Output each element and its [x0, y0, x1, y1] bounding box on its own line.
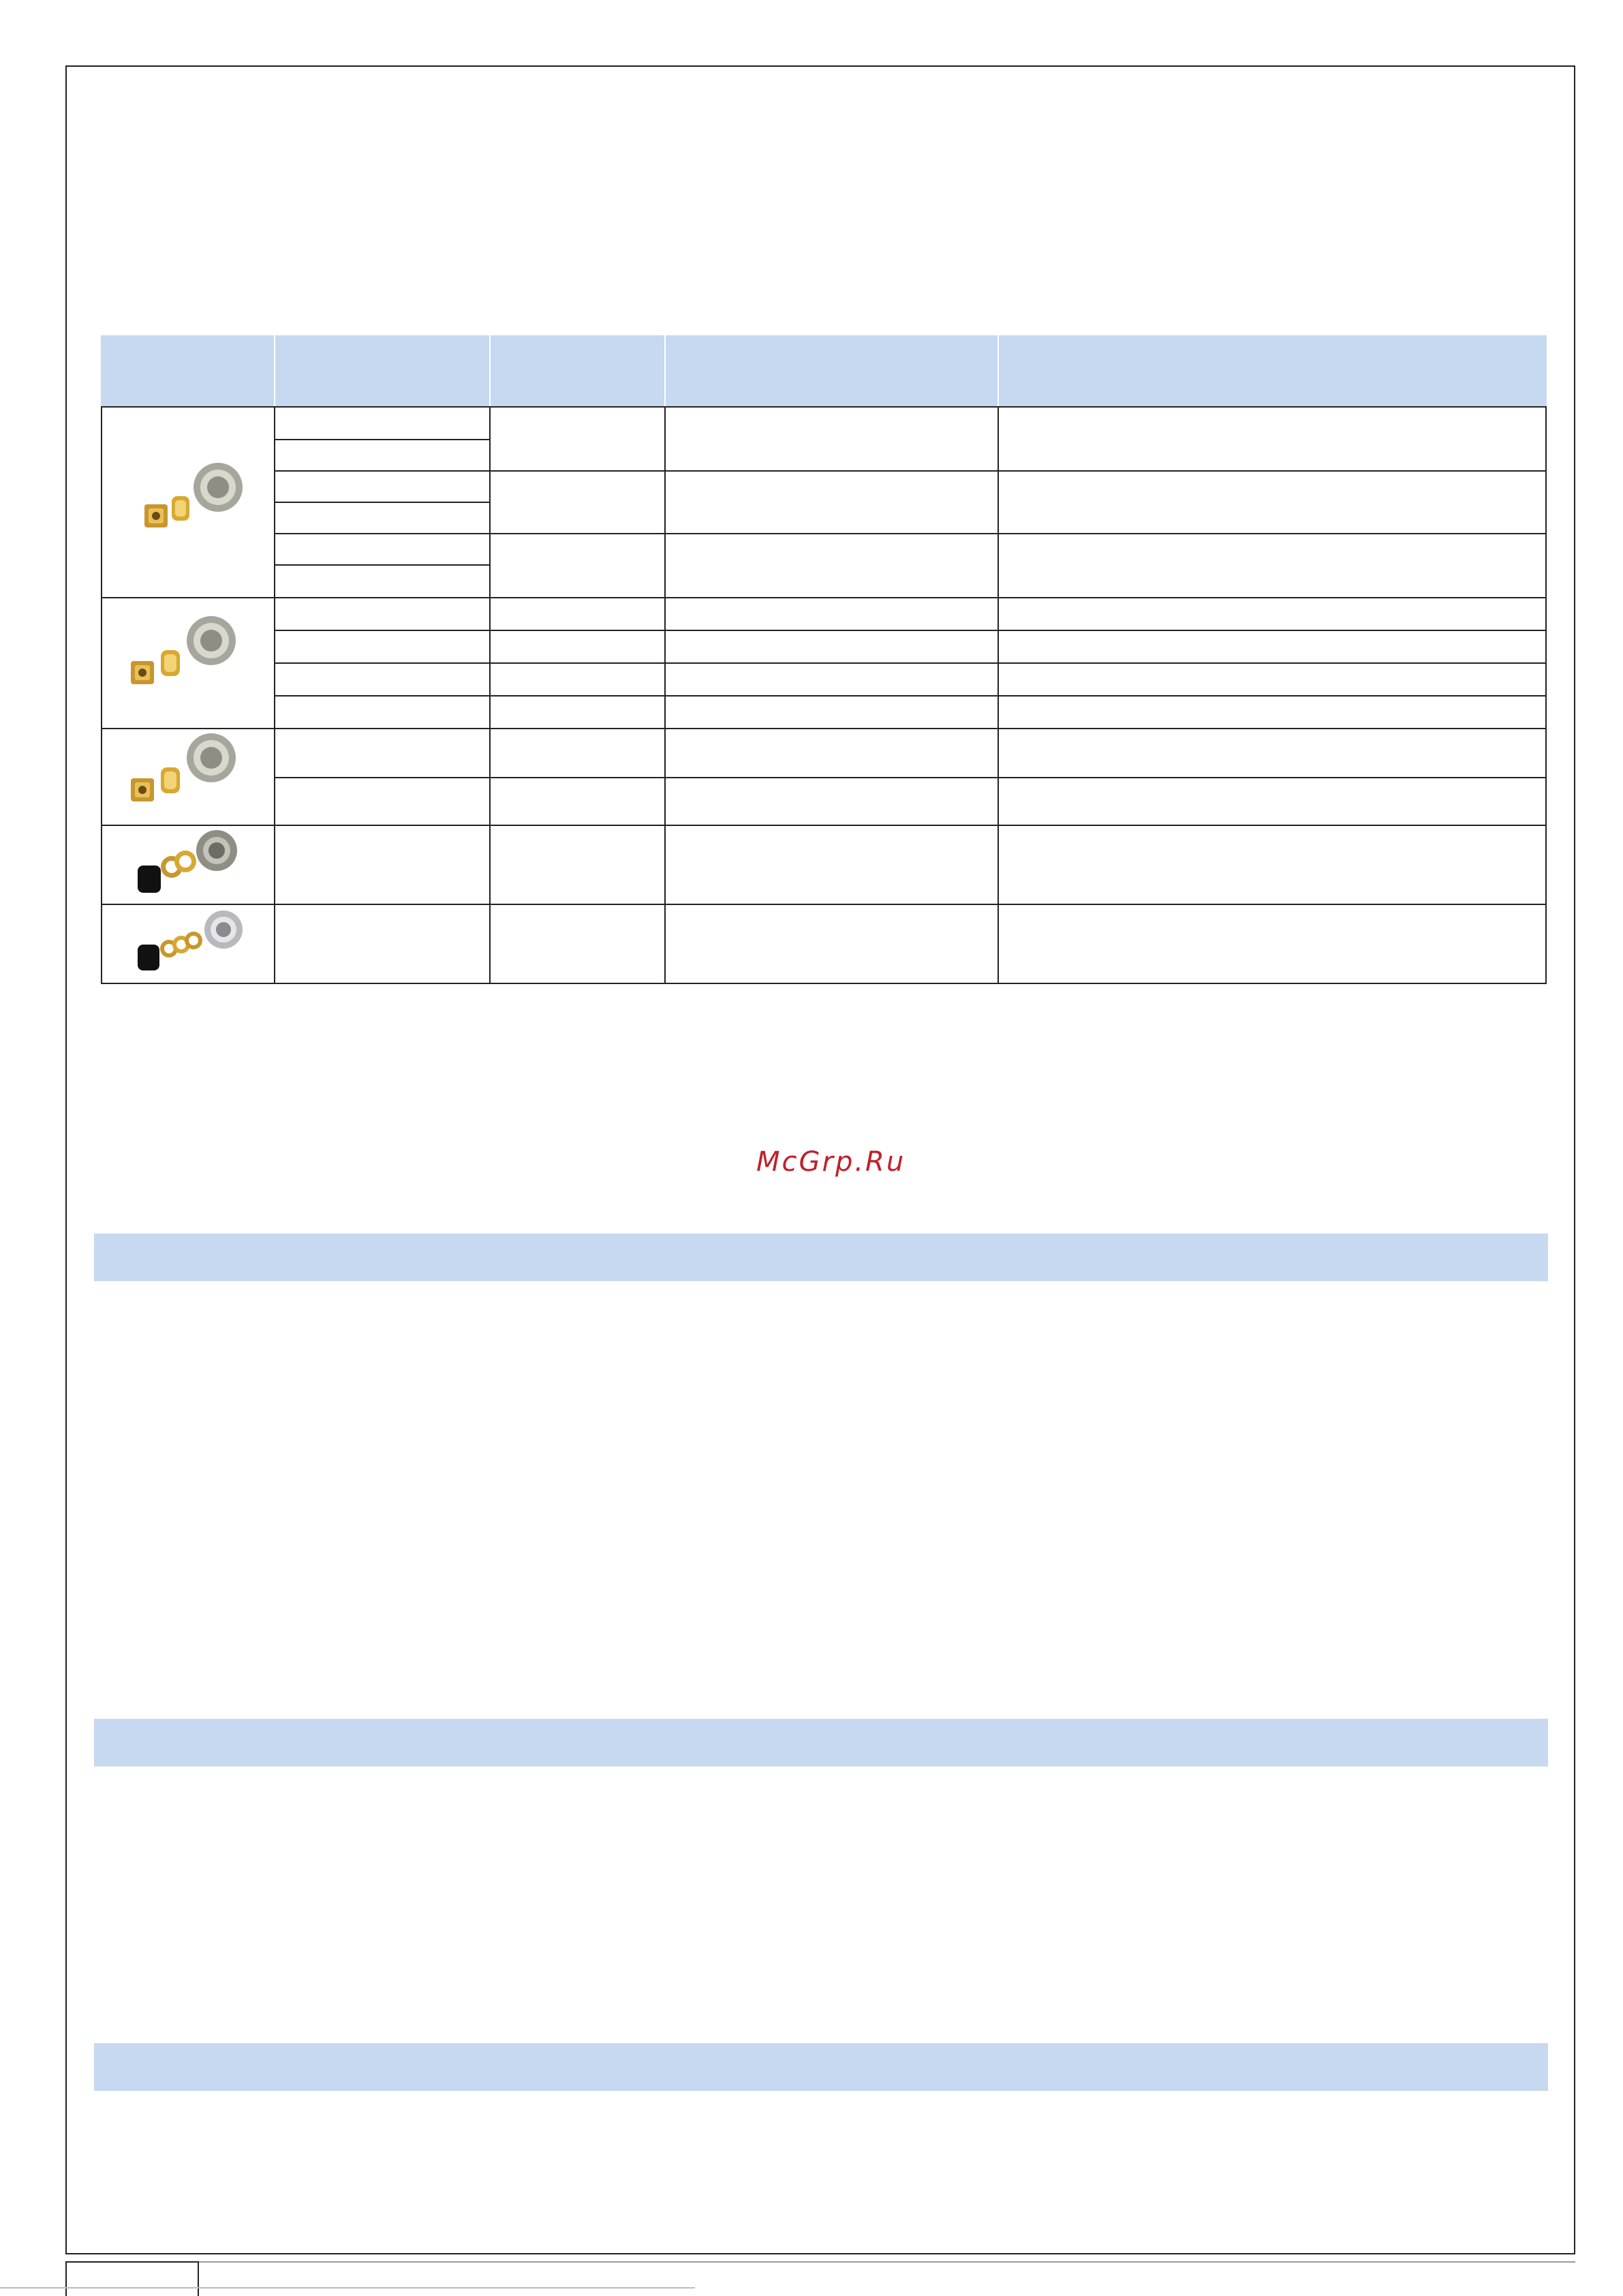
- brass-compression-fitting-icon: [123, 613, 259, 702]
- brass-compression-fitting-icon: [136, 457, 273, 545]
- footer-rule-secondary: [0, 2287, 695, 2289]
- group-divider: [101, 904, 1547, 905]
- group-divider: [101, 728, 1547, 729]
- table-header-row: [101, 335, 1547, 406]
- row-divider: [274, 630, 1547, 631]
- footer-rule: [199, 2261, 1575, 2263]
- section-header-band: [94, 1234, 1548, 1281]
- group-divider: [101, 825, 1547, 826]
- row-divider: [274, 439, 489, 440]
- row-divider: [274, 695, 1547, 697]
- watermark: McGrp.Ru: [756, 1146, 906, 1178]
- brass-compression-fitting-icon: [123, 731, 259, 819]
- header-divider: [998, 335, 999, 406]
- row-divider: [274, 533, 1547, 534]
- footer-page-tab: [65, 2261, 199, 2296]
- section-header-band: [94, 2043, 1548, 2091]
- row-divider: [274, 777, 1547, 778]
- row-divider: [274, 564, 489, 566]
- black-ring-compression-fitting-icon: [129, 906, 266, 983]
- row-divider: [274, 662, 1547, 664]
- header-divider: [664, 335, 666, 406]
- row-divider: [274, 502, 489, 503]
- group-divider: [101, 597, 1547, 598]
- section-header-band: [94, 1719, 1548, 1766]
- header-divider: [489, 335, 491, 406]
- black-ring-compression-fitting-icon: [129, 827, 266, 904]
- row-divider: [274, 470, 1547, 472]
- header-divider: [274, 335, 275, 406]
